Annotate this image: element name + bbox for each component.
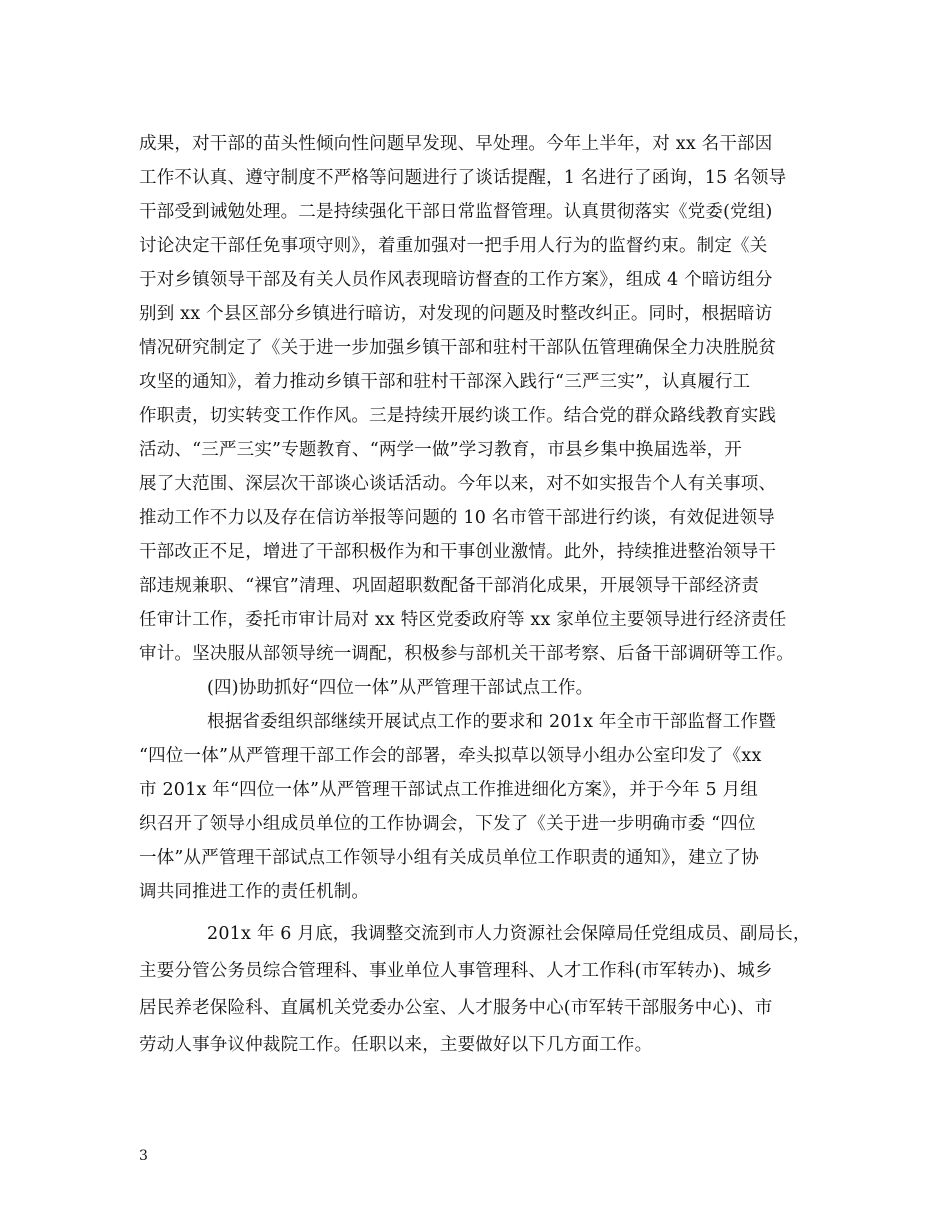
text-line: 居民养老保险科、直属机关党委办公室、人才服务中心(市军转干部服务中心)、市 — [139, 998, 773, 1018]
text-line: 工作不认真、遵守制度不严格等问题进行了谈话提醒，1 名进行了函询，15 名领导 — [139, 168, 787, 188]
paragraph-first-line: 201x 年 6 月底，我调整交流到市人力资源社会保障局任党组成员、副局长， — [207, 924, 811, 944]
text-line: 于对乡镇领导干部及有关人员作风表现暗访督查的工作方案》，组成 4 个暗访组分 — [139, 270, 773, 290]
text-line: 主要分管公务员综合管理科、事业单位人事管理科、人才工作科(市军转办)、城乡 — [139, 961, 773, 981]
text-line: 一体”从严管理干部试点工作领导小组有关成员单位工作职责的通知》，建立了协 — [139, 848, 759, 868]
section-heading: (四)协助抓好“四位一体”从严管理干部试点工作。 — [207, 678, 594, 698]
text-line: “四位一体”从严管理干部工作会的部署，牵头拟草以领导小组办公室印发了《xx — [139, 746, 762, 766]
text-line: 劳动人事争议仲裁院工作。任职以来，主要做好以下几方面工作。 — [139, 1035, 653, 1055]
text-line: 讨论决定干部任免事项守则》，着重加强对一把手用人行为的监督约束。制定《关 — [139, 236, 768, 256]
text-line: 审计。坚决服从部领导统一调配，积极参与部机关干部考察、后备干部调研等工作。 — [139, 644, 794, 664]
text-line: 干部改正不足，增进了干部积极作为和干事创业激情。此外，持续推进整治领导干 — [139, 542, 777, 562]
text-line: 调共同推进工作的责任机制。 — [139, 882, 370, 902]
text-line: 任审计工作，委托市审计局对 xx 特区党委政府等 xx 家单位主要领导进行经济责任 — [139, 610, 787, 630]
text-line: 推动工作不力以及存在信访举报等问题的 10 名市管干部进行约谈，有效促进领导 — [139, 508, 775, 528]
text-line: 作职责，切实转变工作作风。三是持续开展约谈工作。结合党的群众路线教育实践 — [139, 406, 777, 426]
text-line: 织召开了领导小组成员单位的工作协调会，下发了《关于进一步明确市委 “四位 — [139, 814, 756, 834]
text-line: 干部受到诫勉处理。二是持续强化干部日常监督管理。认真贯彻落实《党委(党组) — [139, 202, 773, 222]
text-line: 情况研究制定了《关于进一步加强乡镇干部和驻村干部队伍管理确保全力决胜脱贫 — [139, 338, 777, 358]
page-number: 3 — [139, 1148, 148, 1164]
text-line: 展了大范围、深层次干部谈心谈话活动。今年以来，对不如实报告个人有关事项、 — [139, 474, 777, 494]
text-line: 成果，对干部的苗头性倾向性问题早发现、早处理。今年上半年，对 xx 名干部因 — [139, 134, 773, 154]
text-line: 活动、“三严三实”专题教育、“两学一做”学习教育，市县乡集中换届选举，开 — [139, 440, 742, 460]
paragraph-first-line: 根据省委组织部继续开展试点工作的要求和 201x 年全市干部监督工作暨 — [207, 712, 776, 732]
text-line: 攻坚的通知》，着力推动乡镇干部和驻村干部深入践行“三严三实”，认真履行工 — [139, 372, 751, 392]
text-line: 市 201x 年“四位一体”从严管理干部试点工作推进细化方案》，并于今年 5 月组 — [139, 780, 758, 800]
text-line: 别到 xx 个县区部分乡镇进行暗访，对发现的问题及时整改纠正。同时，根据暗访 — [139, 304, 773, 324]
text-line: 部违规兼职、“裸官”清理、巩固超职数配备干部消化成果，开展领导干部经济责 — [139, 576, 760, 596]
